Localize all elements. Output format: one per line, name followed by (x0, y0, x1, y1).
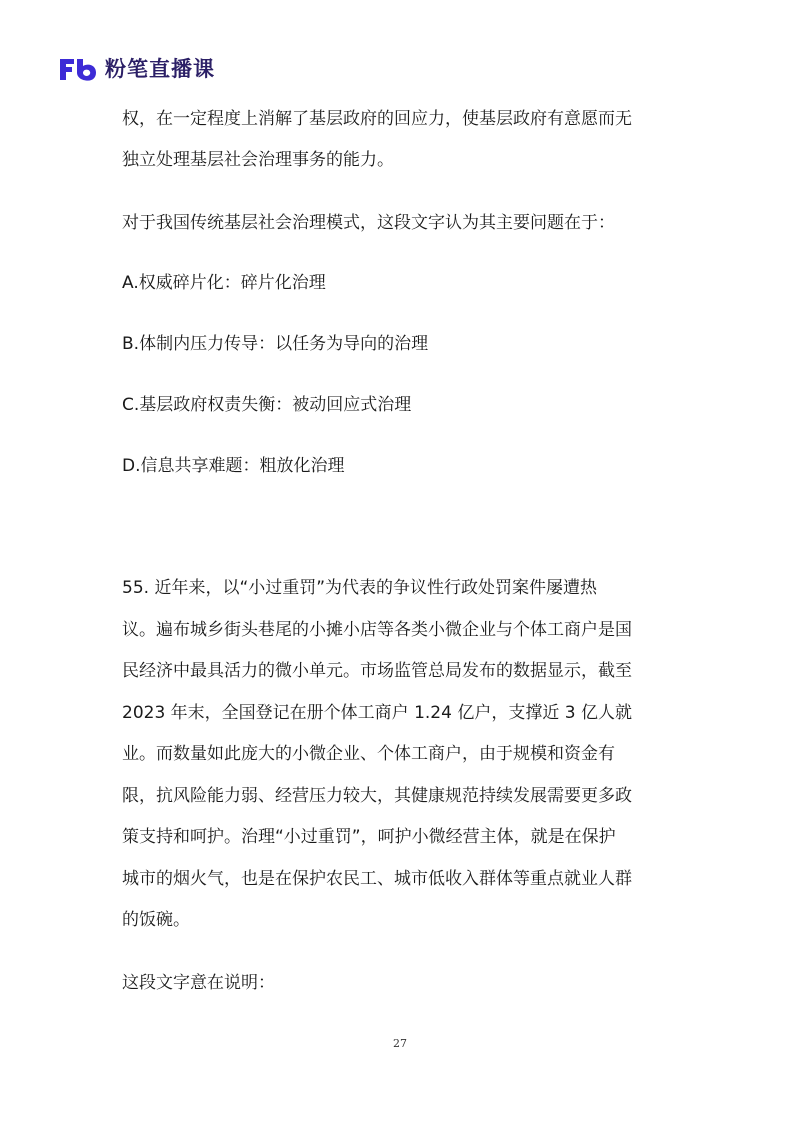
q54-passage-line: 独立处理基层社会治理事务的能力。 (122, 150, 394, 170)
q55-passage-line: 的饭碗。 (122, 910, 190, 930)
q55-passage-line: 议。遍布城乡街头巷尾的小摊小店等各类小微企业与个体工商户是国 (122, 620, 632, 640)
q55-passage-line: 策支持和呵护。治理“小过重罚”，呵护小微经营主体，就是在保护 (122, 827, 616, 847)
q54-question-stem: 对于我国传统基层社会治理模式，这段文字认为其主要问题在于： (122, 213, 615, 233)
q55-question-stem: 这段文字意在说明： (122, 973, 275, 993)
page-header (58, 52, 215, 86)
q55-passage-line: 城市的烟火气，也是在保护农民工、城市低收入群体等重点就业人群 (122, 869, 632, 889)
q54-option-c: C.基层政府权责失衡：被动回应式治理 (122, 395, 412, 415)
q54-option-d: D.信息共享难题：粗放化治理 (122, 456, 345, 476)
q54-passage-line: 权，在一定程度上消解了基层政府的回应力，使基层政府有意愿而无 (122, 109, 632, 129)
q54-option-b: B.体制内压力传导：以任务为导向的治理 (122, 334, 429, 354)
fenbi-logo-icon (58, 55, 98, 83)
brand-name: 粉笔直播课 (105, 57, 215, 81)
q55-passage-line: 55. 近年来，以“小过重罚”为代表的争议性行政处罚案件屡遭热 (122, 578, 598, 598)
page-number: 27 (393, 1037, 407, 1050)
q55-passage-line: 限，抗风险能力弱、经营压力较大，其健康规范持续发展需要更多政 (122, 786, 632, 806)
q55-passage-line: 2023 年末，全国登记在册个体工商户 1.24 亿户，支撑近 3 亿人就 (122, 703, 632, 723)
q55-passage-line: 业。而数量如此庞大的小微企业、个体工商户，由于规模和资金有 (122, 744, 615, 764)
q54-option-a: A.权威碎片化：碎片化治理 (122, 273, 326, 293)
q55-passage-line: 民经济中最具活力的微小单元。市场监管总局发布的数据显示，截至 (122, 661, 632, 681)
